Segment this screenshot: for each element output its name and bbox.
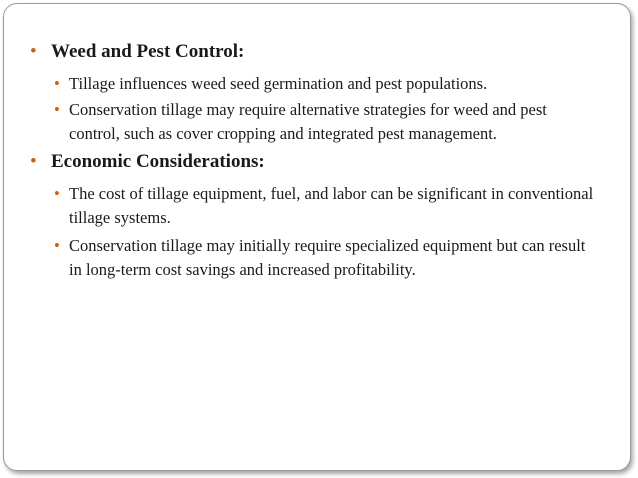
section-heading-weed-pest [30,40,600,64]
list-item-text: Conservation tillage may initially require specialized equipment but can result in long-term cost savings and increased profitability. [69,236,586,279]
bullet-icon: • [54,74,60,93]
list-item-text: The cost of tillage equipment, fuel, and labor can be significant in conventional tillage systems. [69,184,594,227]
bullet-icon: • [30,151,37,172]
list-item [54,182,600,230]
bullet-icon: • [54,100,60,119]
slide-frame [3,3,631,471]
list-item-text: Conservation tillage may require alternative strategies for weed and pest control, such as cover cropping and integrated pest management. [69,100,547,143]
heading-text: Weed and Pest Control: [51,41,245,62]
bullet-icon: • [54,184,60,203]
heading-text: Economic Considerations: [51,151,265,172]
list-item-text: Tillage influences weed seed germination and pest populations. [69,74,488,93]
bullet-icon: • [30,41,37,62]
list-item [54,72,600,96]
section-heading-economic [30,150,600,174]
list-item [54,234,600,282]
bullet-icon: • [54,236,60,255]
slide-content [30,40,600,282]
list-item [54,98,600,146]
